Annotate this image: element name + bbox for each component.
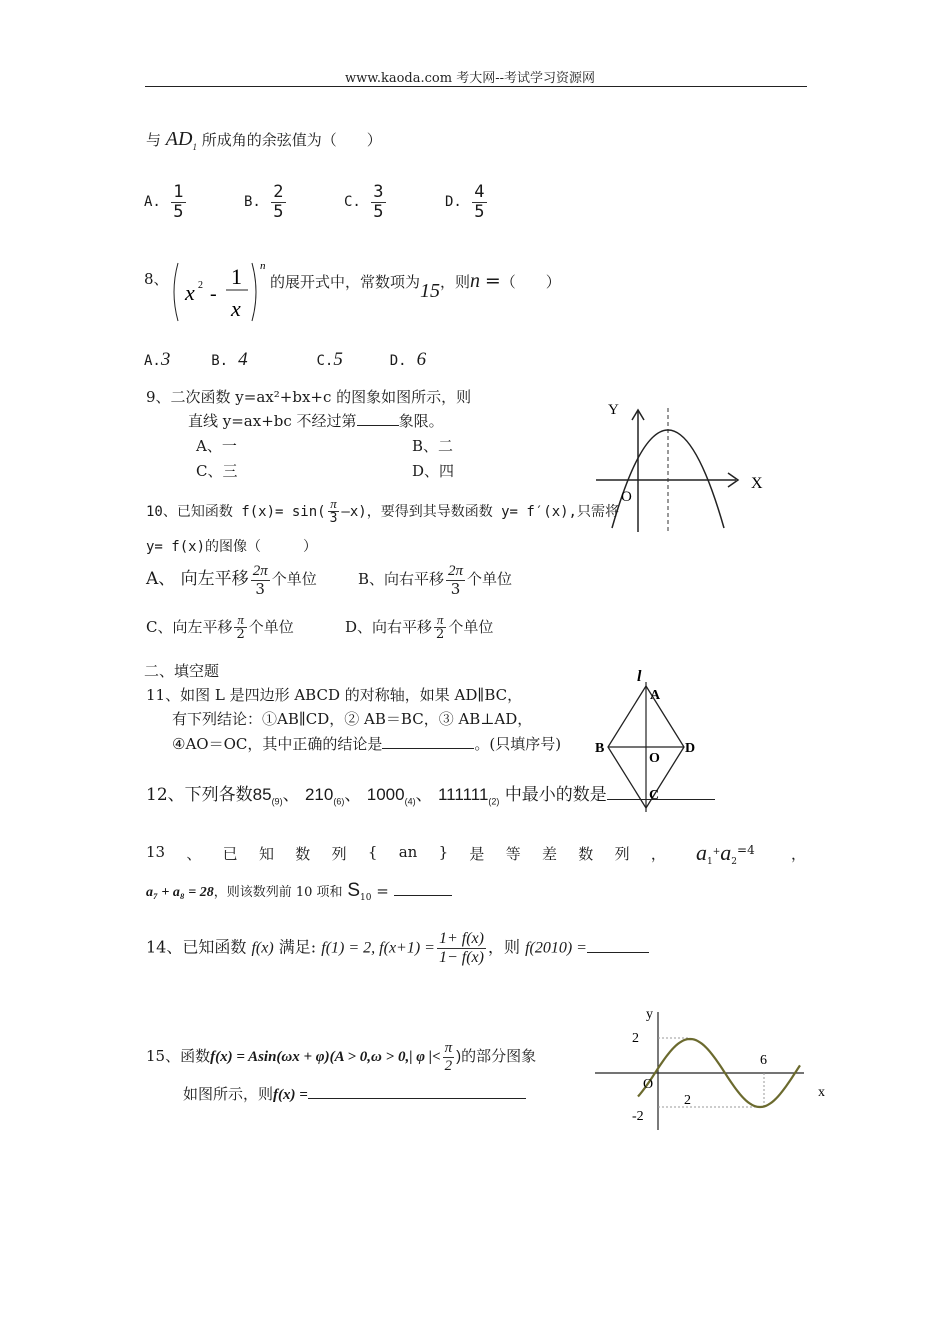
- svg-text:X: X: [751, 475, 763, 492]
- svg-text:B: B: [595, 741, 605, 756]
- section-title-fill-blank: 二、填空题: [144, 662, 220, 680]
- q10-option-b: B、向右平移 $\frac{2\pi}{3}$ 个单位: [358, 563, 513, 598]
- svg-text:y: y: [646, 1007, 653, 1022]
- q15-line2: 如图所示，则f(x) =: [183, 1083, 526, 1104]
- q13-line2: a₇ + a₈ = 28，则该数列前 10 项和 $S_{10}$ =: [146, 880, 452, 903]
- svg-text:2: 2: [684, 1093, 691, 1108]
- q9-option-b: B、二: [412, 437, 454, 455]
- q7-option-c: C. $\frac{3}{5}$: [344, 182, 384, 222]
- svg-text:C: C: [649, 788, 660, 803]
- svg-text:O: O: [621, 489, 632, 505]
- header-rule: [145, 86, 807, 87]
- q9-line1: 9、二次函数 y=ax²+bx+c 的图象如图所示，则: [146, 388, 472, 406]
- q10-option-d: D、向右平移 $\frac{\pi}{2}$ 个单位: [345, 612, 494, 643]
- q8-text: 的展开式中，常数项为15，则n =（ ）: [270, 270, 561, 302]
- q9-line2: 直线 y=ax+bc 不经过第 象限。: [188, 412, 444, 430]
- q12-line: 12、下列各数$85_{(9)}$、 $210_{(6)}$、 $1000_{(4)}$、 $111111_{(2)}$ 中最小的数是: [146, 780, 715, 806]
- q8-options: A.3 B. 4 C.5 D. 6: [144, 349, 427, 370]
- svg-text:l: l: [637, 668, 642, 685]
- q11-line3: ④AO＝OC，其中正确的结论是 。(只填序号): [172, 735, 562, 753]
- svg-text:Y: Y: [608, 402, 619, 418]
- q11-line1: 11、如图 L 是四边形 ABCD 的对称轴，如果 AD∥BC，: [146, 686, 523, 704]
- q13-a1-plus-a2: $a_1^+a_2^{=4}$: [696, 840, 755, 867]
- q7-math: $AD_1$: [165, 128, 197, 152]
- svg-text:2: 2: [632, 1031, 639, 1046]
- q14-line: 14、已知函数 f(x) 满足: f(1) = 2, f(x+1) = $\frac{1+ f(x)}{1- f(x)}$ ，则 f(2010) =: [146, 930, 649, 966]
- q7-tail: 所成角的余弦值为（ ）: [201, 131, 382, 149]
- svg-text:-: -: [210, 283, 217, 305]
- q10-option-c: C、向左平移 $\frac{\pi}{2}$ 个单位: [146, 612, 294, 643]
- q8-number: 8、: [144, 270, 169, 288]
- q9-option-d: D、四: [412, 462, 455, 480]
- svg-text:2: 2: [198, 280, 203, 291]
- q10-option-a: A、 向左平移 $\frac{2\pi}{3}$ 个单位: [146, 563, 317, 598]
- q7-option-b: B. $\frac{2}{5}$: [244, 182, 284, 222]
- q11-line2: 有下列结论：①AB∥CD，② AB＝BC，③ AB⊥AD，: [172, 710, 533, 728]
- q10-line1: 10、已知函数 f(x)= sin( $\frac{\pi}{3}$ —x)，要得到其导数函数 y= f′(x),只需将: [146, 496, 619, 527]
- q15-line1: 15、函数f(x) = Asin(ωx + φ)(A > 0,ω > 0,| φ |< $\frac{\pi}{2}$ )的部分图象: [146, 1040, 537, 1074]
- svg-text:x: x: [231, 296, 241, 321]
- svg-text:6: 6: [760, 1053, 767, 1068]
- svg-text:O: O: [643, 1077, 654, 1092]
- svg-text:-2: -2: [632, 1109, 644, 1124]
- svg-text:1: 1: [231, 264, 242, 289]
- q7-option-a: A. $\frac{1}{5}$: [144, 182, 184, 222]
- q7-prefix: 与: [146, 131, 162, 149]
- svg-text:x: x: [185, 280, 195, 305]
- q15-sine-graph: [592, 1000, 832, 1130]
- q8-expression: [168, 257, 278, 327]
- svg-text:A: A: [650, 688, 661, 703]
- svg-text:D: D: [685, 741, 696, 756]
- svg-text:O: O: [649, 751, 660, 766]
- q13-comma: ，: [791, 845, 807, 863]
- q7-option-d: D. $\frac{4}{5}$: [445, 182, 485, 222]
- svg-text:n: n: [260, 260, 266, 272]
- svg-text:x: x: [818, 1085, 825, 1100]
- q9-option-c: C、三: [196, 462, 238, 480]
- q7-line: [146, 128, 382, 152]
- q9-option-a: A、一: [196, 437, 237, 455]
- page-header: www.kaoda.com 考大网--考试学习资源网: [345, 71, 595, 86]
- q13-line1: 13 、 已 知 数 列 { an } 是 等 差 数 列 ，: [146, 843, 666, 863]
- q10-line2: y= f(x)的图像（ ）: [146, 539, 318, 555]
